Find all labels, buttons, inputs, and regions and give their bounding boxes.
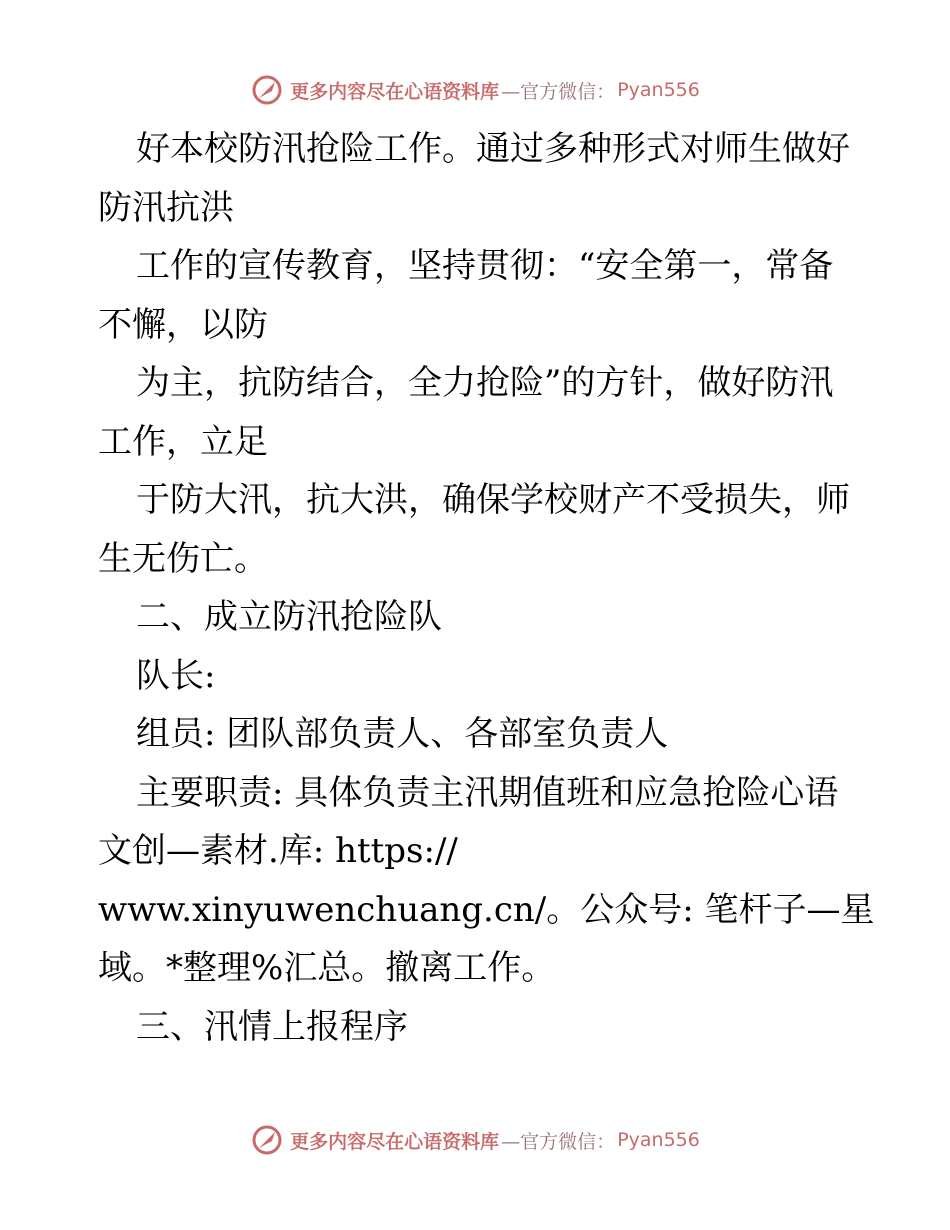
text-line: 工作的宣传教育，坚持贯彻：“安全第一，常备 [136,246,834,286]
text-line: 主要职责: 具体负责主汛期值班和应急抢险心语 [136,772,839,813]
section-heading: 三、汛情上报程序 [136,1006,408,1047]
watermark-wechat-id: Pyan556 [617,1129,700,1151]
text-line: 防汛抗洪 [98,187,234,228]
watermark-sub-text: —官方微信： [501,1130,616,1153]
text-line: 组员: 团队部负责人、各部室负责人 [136,714,669,754]
section-heading: 二、成立防汛抢险队 [136,597,442,637]
quill-pen-icon [250,1123,284,1157]
text-line: 为主，抗防结合，全力抢险”的方针，做好防汛 [136,363,834,403]
watermark-main-text: 更多内容尽在心语资料库 [290,80,500,103]
watermark-main-text: 更多内容尽在心语资料库 [290,1130,500,1153]
text-line: 文创—素材.库: https:// [98,831,458,871]
text-line: 域。*整理%汇总。撤离工作。 [98,948,556,988]
text-line: 工作，立足 [98,421,268,462]
watermark-wechat-id: Pyan556 [617,79,700,101]
footer-watermark [0,1122,950,1158]
text-line: 好本校防汛抢险工作。通过多种形式对师生做好 [136,129,850,169]
text-line: 于防大汛，抗大洪，确保学校财产不受损失，师 [136,480,850,520]
document-body [98,120,875,1056]
watermark-sub-text: —官方微信： [501,80,616,103]
quill-pen-icon [250,73,284,107]
text-line: 队长: [136,655,216,696]
text-line: www.xinyuwenchuang.cn/。公众号: 笔杆子—星 [98,889,875,930]
text-line: 不懈，以防 [98,304,268,345]
text-line: 生无伤亡。 [98,538,268,579]
header-watermark [0,72,950,108]
